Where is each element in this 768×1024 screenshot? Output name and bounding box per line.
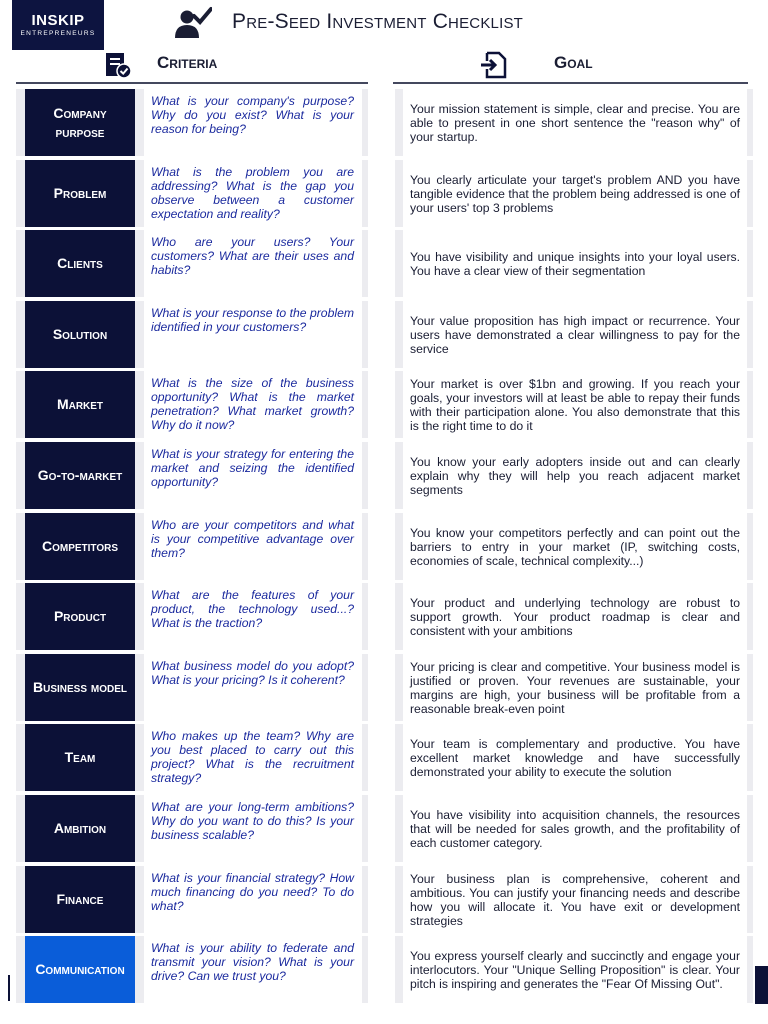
document-import-icon	[479, 51, 507, 79]
criterion-question: What is your response to the problem identified in your customers?	[144, 301, 362, 368]
goal-cell	[403, 89, 747, 156]
goal-text: You know your early adopters inside out and can clearly explain why they will help you reach adjacent market segments	[410, 454, 740, 497]
criterion-question: What business model do you adopt? What is your pricing? Is it coherent?	[144, 654, 362, 721]
goal-text: Your mission statement is simple, clear and precise. You are able to present in one short sentence the "reason why" of your startup.	[410, 101, 740, 144]
goal-cell	[403, 724, 747, 791]
goal-text: You express yourself clearly and succinctly and engage your interlocutors. Your "Unique Selling Proposition" is clear. Your pitch is inspiring and generates the "Fear Of Missing Out".	[410, 948, 740, 991]
criterion-label: Problem	[25, 160, 135, 227]
goal-cell	[403, 936, 747, 1003]
goal-text: Your market is over $1bn and growing. If you reach your goals, your investors will at least be able to repay their funds with their participation alone. You also demonstrate that this is the right time to do it	[410, 376, 740, 433]
criterion-question: What are the features of your product, the technology used...? What is the traction?	[144, 583, 362, 650]
goal-text: Your product and underlying technology are robust to support growth. Your product roadmap is clear and consistent with your ambitions	[410, 595, 740, 638]
goal-cell	[403, 583, 747, 650]
criterion-label: Communication	[25, 936, 135, 1003]
criterion-question: What is your ability to federate and transmit your vision? What is your drive? Can we trust you?	[144, 936, 362, 1003]
goal-cell	[403, 442, 747, 509]
goal-text: You have visibility into acquisition channels, the resources that will be needed for sales growth, and the profitability of each customer category.	[410, 807, 740, 850]
goal-cell	[403, 371, 747, 438]
goal-cell	[403, 160, 747, 227]
criterion-label: Team	[25, 724, 135, 791]
criterion-question: What is the problem you are addressing? What is the gap you observe between a customer expectation and reality?	[144, 160, 362, 227]
goal-text: Your pricing is clear and competitive. Your business model is justified or proven. Your revenues are sustainable, your margins are high, your business will be profitable from a reasonable break-even point	[410, 659, 740, 716]
criterion-label: Market	[25, 371, 135, 438]
criterion-question: Who are your users? Your customers? What are their uses and habits?	[144, 230, 362, 297]
criteria-header-rule	[16, 82, 368, 84]
criterion-label: Competitors	[25, 513, 135, 580]
goal-text: Your team is complementary and productive. You have excellent market knowledge and have successfully demonstrated your ability to execute the solution	[410, 736, 740, 779]
criterion-question: Who makes up the team? Why are you best placed to carry out this project? What is the recruitment strategy?	[144, 724, 362, 791]
criterion-question: What is your strategy for entering the market and seizing the identified opportunity?	[144, 442, 362, 509]
checklist-document-icon	[104, 51, 132, 79]
goal-cell	[403, 230, 747, 297]
goal-header: Goal	[554, 53, 593, 72]
goal-text: Your business plan is comprehensive, coherent and ambitious. You can justify your financing needs and describe how you will allocate it. You have exit or development strategies	[410, 871, 740, 928]
goal-cell	[403, 513, 747, 580]
criterion-label: Finance	[25, 866, 135, 933]
criterion-question: What is the size of the business opportunity? What is the market penetration? What market growth? Why do it now?	[144, 371, 362, 438]
criterion-question: What are your long-term ambitions? Why do you want to do this? Is your business scalable?	[144, 795, 362, 862]
criterion-label: Product	[25, 583, 135, 650]
criterion-question: What is your financial strategy? How much financing do you need? To do what?	[144, 866, 362, 933]
goal-text: You clearly articulate your target's problem AND you have tangible evidence that the problem being addressed is one of your users' top 3 problems	[410, 172, 740, 215]
logo-tagline: ENTREPRENEURS	[20, 30, 96, 37]
criterion-label: Solution	[25, 301, 135, 368]
brand-logo	[12, 0, 104, 50]
criterion-label: Ambition	[25, 795, 135, 862]
page-edge-mark	[8, 975, 10, 1001]
goal-header-rule	[393, 82, 748, 84]
criteria-header: Criteria	[157, 53, 218, 72]
criterion-label: Clients	[25, 230, 135, 297]
page-corner-block	[755, 966, 768, 1004]
goal-cell	[403, 866, 747, 933]
criterion-label: Company purpose	[25, 89, 135, 156]
criterion-label: Business model	[25, 654, 135, 721]
criterion-question: What is your company's purpose? Why do you exist? What is your reason for being?	[144, 89, 362, 156]
criterion-question: Who are your competitors and what is your competitive advantage over them?	[144, 513, 362, 580]
goal-text: You have visibility and unique insights into your loyal users. You have a clear view of their segmentation	[410, 249, 740, 278]
goal-cell	[403, 301, 747, 368]
goal-text: Your value proposition has high impact or recurrence. Your users have demonstrated a clear willingness to pay for the service	[410, 313, 740, 356]
page-title: Pre-Seed Investment Checklist	[232, 10, 524, 33]
logo-name: INSKIP	[31, 12, 85, 29]
goal-text: You know your competitors perfectly and can point out the barriers to entry in your market (IP, switching costs, economies of scale, technical complexity...)	[410, 525, 740, 568]
criterion-label: Go-to-market	[25, 442, 135, 509]
goal-cell	[403, 654, 747, 721]
goal-cell	[403, 795, 747, 862]
person-check-icon	[174, 5, 212, 39]
